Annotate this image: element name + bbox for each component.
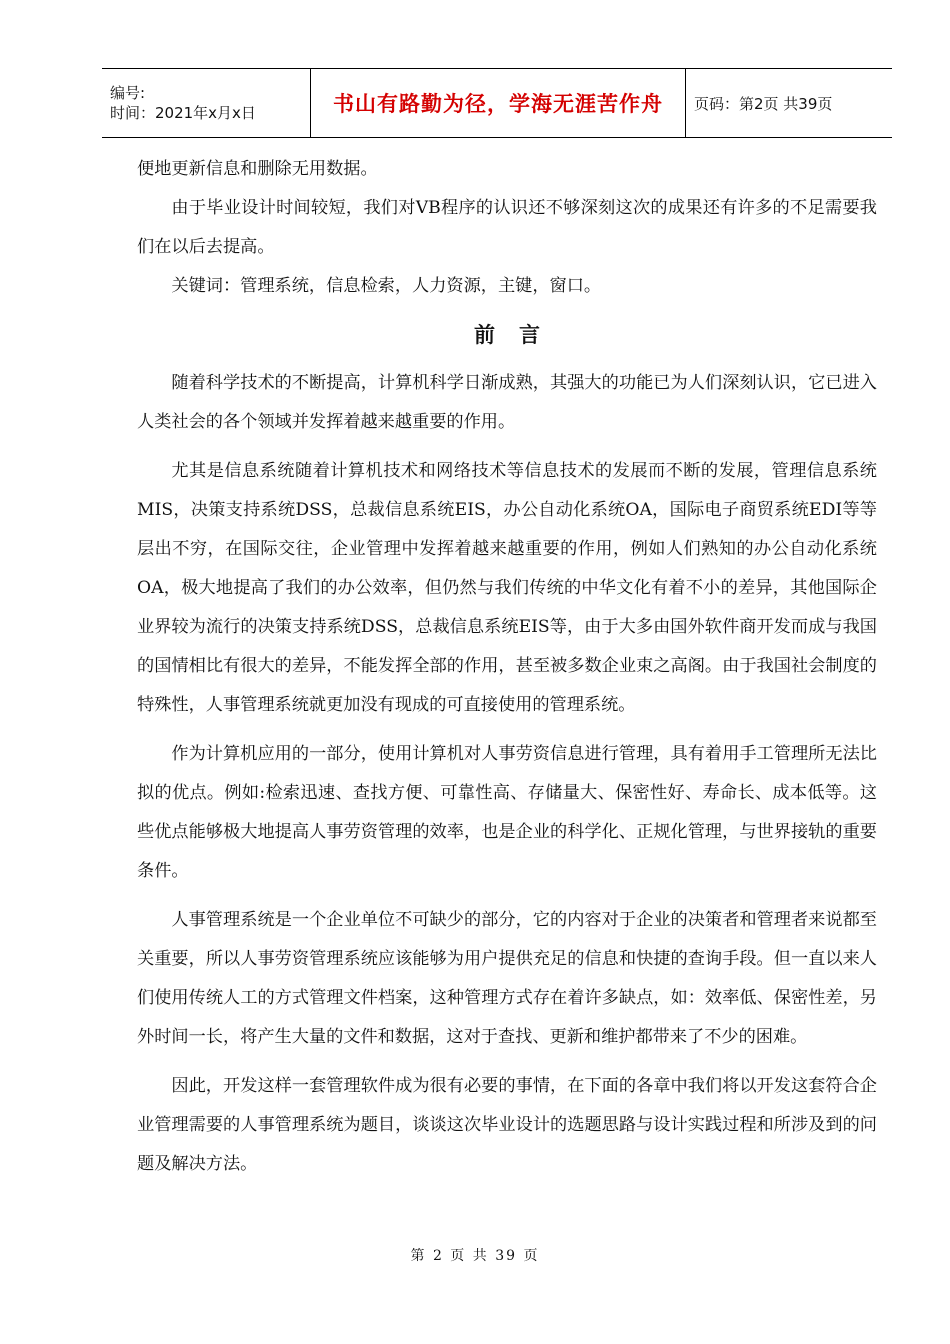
- header-meta-cell: [102, 69, 311, 137]
- section-title: 前言: [474, 322, 564, 347]
- document-body: [137, 150, 877, 1184]
- paragraph-conclusion: 因此，开发这样一套管理软件成为很有必要的事情，在下面的各章中我们将以开发这套符合企业管理需要的人事管理系统为题目，谈谈这次毕业设计的选题思路与设计实践过程和所涉及到的问题及解决方法。: [137, 1076, 877, 1174]
- document-number-label: 编号:: [110, 84, 146, 102]
- header-page-cell: [686, 69, 892, 137]
- page-footer: 第 2 页 共 39 页: [410, 1248, 540, 1264]
- paragraph-info-systems: 尤其是信息系统随着计算机技术和网络技术等信息技术的发展而不断的发展，管理信息系统MIS，决策支持系统DSS，总裁信息系统EIS，办公自动化系统OA，国际电子商贸系统EDI等等层出不穷，在国际交往，企业管理中发挥着越来越重要的作用，例如人们熟知的办公自动化系统OA，极大地提高了我们的办公效率，但仍然与我们传统的中华文化有着不小的差异，其他国际企业界较为流行的决策支持系统DSS，总裁信息系统EIS等，由于大多由国外软件商开发而成与我国的国情相比有很大的差异，不能发挥全部的作用，甚至被多数企业束之高阁。由于我国社会制度的特殊性，人事管理系统就更加没有现成的可直接使用的管理系统。: [137, 461, 877, 715]
- paragraph-computer-application: 作为计算机应用的一部分，使用计算机对人事劳资信息进行管理，具有着用手工管理所无法比拟的优点。例如:检索迅速、查找方便、可靠性高、存储量大、保密性好、寿命长、成本低等。这些优点能够极大地提高人事劳资管理的效率，也是企业的科学化、正规化管理，与世界接轨的重要条件。: [137, 744, 877, 881]
- paragraph-limitations: 由于毕业设计时间较短，我们对VB程序的认识还不够深刻这次的成果还有许多的不足需要我们在以后去提高。: [137, 198, 877, 257]
- header-motto-cell: [311, 69, 686, 137]
- paragraph-intro: 随着科学技术的不断提高，计算机科学日渐成熟，其强大的功能已为人们深刻认识，它已进入人类社会的各个领域并发挥着越来越重要的作用。: [137, 373, 877, 432]
- header-page-info: 页码：第2页 共39页: [694, 94, 833, 113]
- keywords-line: 关键词：管理系统，信息检索，人力资源，主键，窗口。: [171, 276, 602, 296]
- paragraph-continuation: 便地更新信息和删除无用数据。: [137, 159, 378, 179]
- paragraph-hr-system: 人事管理系统是一个企业单位不可缺少的部分，它的内容对于企业的决策者和管理者来说都至关重要，所以人事劳资管理系统应该能够为用户提供充足的信息和快捷的查询手段。但一直以来人们使用传统人工的方式管理文件档案，这种管理方式存在着许多缺点，如：效率低、保密性差，另外时间一长，将产生大量的文件和数据，这对于查找、更新和维护都带来了不少的困难。: [137, 910, 877, 1047]
- header-motto: 书山有路勤为径，学海无涯苦作舟: [333, 92, 663, 116]
- page-header: [102, 68, 892, 138]
- document-date-label: 时间：2021年x月x日: [110, 104, 256, 122]
